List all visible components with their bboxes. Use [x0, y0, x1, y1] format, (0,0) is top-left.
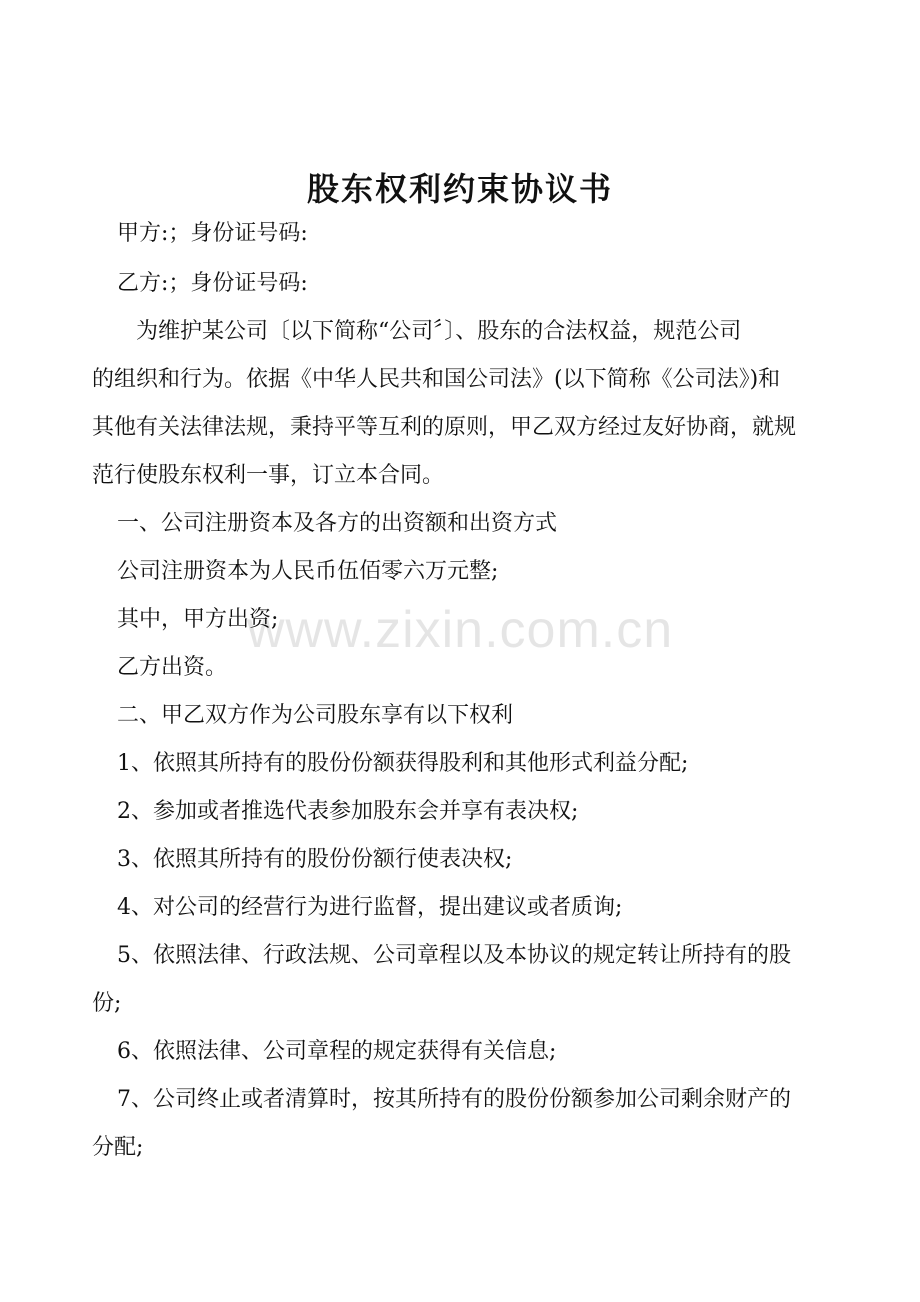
intro-paragraph-line: 为维护某公司〔以下简称“公司〞〕、股东的合法权益，规范公司	[92, 319, 742, 344]
section-2-heading: 二、甲乙双方作为公司股东享有以下权利	[117, 703, 514, 728]
section-1-heading: 一、公司注册资本及各方的出资额和出资方式	[117, 511, 558, 536]
registered-capital-line: 公司注册资本为人民币伍佰零六万元整;	[117, 559, 499, 584]
document-title: 股东权利约束协议书	[306, 170, 613, 208]
right-item-6: 6、依照法律、公司章程的规定获得有关信息;	[117, 1039, 557, 1064]
right-item-1: 1、依照其所持有的股份份额获得股利和其他形式利益分配;	[117, 751, 689, 776]
right-item-3: 3、依照其所持有的股份份额行使表决权;	[117, 847, 513, 872]
right-item-4: 4、对公司的经营行为进行监督，提出建议或者质询;	[117, 895, 623, 920]
party-b-line: 乙方:；身份证号码:	[117, 271, 308, 296]
right-item-2: 2、参加或者推选代表参加股东会并享有表决权;	[117, 799, 579, 824]
intro-paragraph-line: 范行使股东权利一事，订立本合同。	[92, 463, 445, 488]
party-a-contribution-line: 其中，甲方出资;	[117, 607, 279, 632]
intro-paragraph-line: 的组织和行为。依据《中华人民共和国公司法》(以下简称《公司法》)和	[92, 367, 781, 392]
right-item-7: 7、公司终止或者清算时，按其所持有的股份份额参加公司剩余财产的	[117, 1087, 791, 1112]
watermark: www.zixin.com.cn	[246, 601, 674, 659]
party-a-line: 甲方:；身份证号码:	[117, 221, 308, 246]
right-item-5: 5、依照法律、行政法规、公司章程以及本协议的规定转让所持有的股	[117, 943, 791, 968]
right-item-7-continued: 分配;	[92, 1135, 144, 1160]
right-item-5-continued: 份;	[92, 991, 122, 1016]
party-b-contribution-line: 乙方出资。	[117, 655, 228, 680]
intro-paragraph-line: 其他有关法律法规，秉持平等互利的原则，甲乙双方经过友好协商，就规	[92, 415, 797, 440]
